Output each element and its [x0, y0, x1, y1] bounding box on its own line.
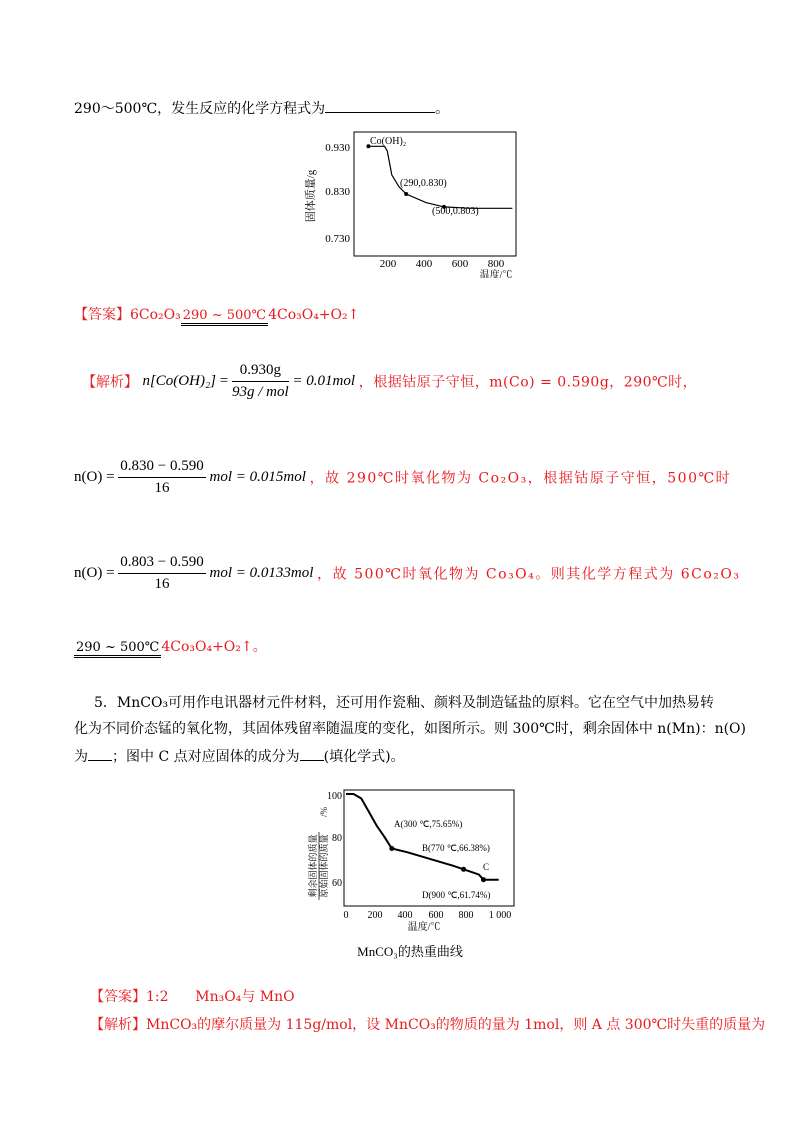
question-4-tail: 290～500℃，发生反应的化学方程式为 。 — [74, 101, 450, 117]
chart2-xtick-label: 200 — [367, 910, 383, 921]
analysis-4-eq2: n(O) = $\frac{0.830 - 0.590}{16}$ mol = 0.015mol ，故 290℃时氧化物为 Co₂O₃，根据钴原子守恒，500℃时 — [74, 458, 732, 496]
chart2-ylabel-top: 剩余固体的质量 — [308, 834, 318, 898]
chart2-annotation-c: C — [483, 862, 490, 872]
chart1-x-ticks — [380, 258, 505, 270]
chart2-ylabel-unit: /% — [319, 807, 329, 817]
fraction: $\frac{0.830 - 0.590}{16}$ — [120, 458, 204, 496]
chart2-point-a — [389, 846, 394, 851]
chart2-ylabel — [307, 806, 329, 900]
chart1-plot-frame — [354, 132, 516, 256]
chart2-x-ticks — [344, 910, 512, 921]
analysis-4-eq1: 【解析】 n[Co(OH)₂] = $\frac{0.930g}{\text{93g / mol}}$ = 0.01mol ，根据钴原子守恒，m(Co) = 0.590g，290℃时， — [82, 362, 698, 400]
chart2-annotation-b: B(770 ℃,66.38%) — [422, 843, 490, 853]
chart1-y-ticks — [325, 142, 350, 245]
mnco3-thermogravimetric-chart — [300, 784, 530, 962]
chart2-ytick-label: 80 — [332, 833, 342, 844]
chart2-ytick-label: 60 — [332, 878, 342, 889]
chart2-ylabel-bottom: 原始固体的质量 — [319, 834, 329, 898]
answer-blank — [88, 748, 112, 761]
answer-blank — [300, 748, 324, 761]
chart2-y-ticks — [327, 791, 342, 889]
chart1-ytick-label: 0.730 — [325, 233, 350, 245]
answer-5: 【答案】1:2 Mn₃O₄与 MnO — [90, 989, 295, 1005]
chart2-xtick-label: 1 000 — [488, 910, 512, 921]
question-5-line1: 5．MnCO₃可用作电讯器材元件材料，还可用作瓷釉、颜料及制造锰盐的原料。它在空气中加热易转 — [94, 695, 715, 711]
chart2-xtick-label: 0 — [343, 910, 349, 921]
fraction: $\frac{0.930g}{\text{93g / mol}}$ — [231, 362, 289, 400]
chart1-annotation-500: (500,0.803) — [432, 206, 479, 217]
answer-4: 【答案】6Co₂O₃ 290 ~ 500℃ 4Co₃O₄+O₂↑ — [74, 304, 359, 326]
chart1-xtick-label: 200 — [379, 258, 397, 270]
chart2-ytick-label: 100 — [327, 791, 342, 802]
chart1-xtick-label: 400 — [415, 258, 433, 270]
chart2-caption: MnCO₃的热重曲线 — [357, 944, 463, 959]
chart2-point-b — [461, 867, 466, 872]
chart1-point-290 — [404, 192, 408, 196]
fraction: $\frac{0.803 - 0.590}{16}$ — [120, 554, 204, 592]
chart1-ytick-label: 0.930 — [325, 142, 350, 154]
analysis-4-eq4: 290 ~ 500℃ 4Co₃O₄+O₂↑。 — [74, 636, 267, 658]
chart2-curve — [346, 794, 499, 880]
answer-tag: 【答案】 — [90, 989, 146, 1005]
chart1-annotation-290: (290,0.830) — [400, 178, 447, 189]
answer-tag: 【答案】 — [74, 307, 130, 323]
analysis-tag: 【解析】 — [82, 374, 138, 391]
analysis-tag: 【解析】 — [90, 1017, 146, 1033]
analysis-5: 【解析】MnCO₃的摩尔质量为 115g/mol，设 MnCO₃的物质的量为 1mol，则 A 点 300℃时失重的质量为 — [90, 1017, 766, 1033]
question-5-line3: 为 ；图中 C 点对应固体的成分为 (填化学式)。 — [74, 749, 405, 765]
chart1-xlabel: 温度/℃ — [479, 270, 513, 278]
cobalt-thermogravimetric-chart — [300, 128, 530, 278]
reaction-condition: 290 ~ 500℃ — [74, 640, 161, 658]
question-text: 290～500℃，发生反应的化学方程式为 — [74, 101, 326, 117]
chart2-annotation-d: D(900 ℃,61.74%) — [422, 890, 491, 900]
analysis-4-eq3: n(O) = $\frac{0.803 - 0.590}{16}$ mol = 0.0133mol ，故 500℃时氧化物为 Co₃O₄。则其化学方程式为 6Co₂O₃ — [74, 554, 741, 592]
chart1-annotation-start: Co(OH)₂ — [370, 136, 407, 147]
chart1-ylabel: 固体质量/g — [305, 169, 317, 223]
chart2-xtick-label: 800 — [458, 910, 474, 921]
chart2-point-d — [481, 877, 486, 882]
chart1-xtick-label: 800 — [487, 258, 505, 270]
chart2-xtick-label: 600 — [428, 910, 444, 921]
chart1-xtick-label: 600 — [451, 258, 469, 270]
reaction-condition: 290 ~ 500℃ — [181, 308, 268, 326]
chart2-annotation-a: A(300 ℃,75.65%) — [394, 819, 463, 829]
answer-blank — [325, 100, 435, 113]
chart2-xtick-label: 400 — [397, 910, 413, 921]
chart1-ytick-label: 0.830 — [325, 186, 350, 198]
chart2-xlabel: 温度/℃ — [407, 922, 441, 933]
question-5-line2: 化为不同价态锰的氧化物，其固体残留率随温度的变化，如图所示。则 300℃时，剩余固体中 n(Mn)：n(O) — [74, 721, 746, 737]
